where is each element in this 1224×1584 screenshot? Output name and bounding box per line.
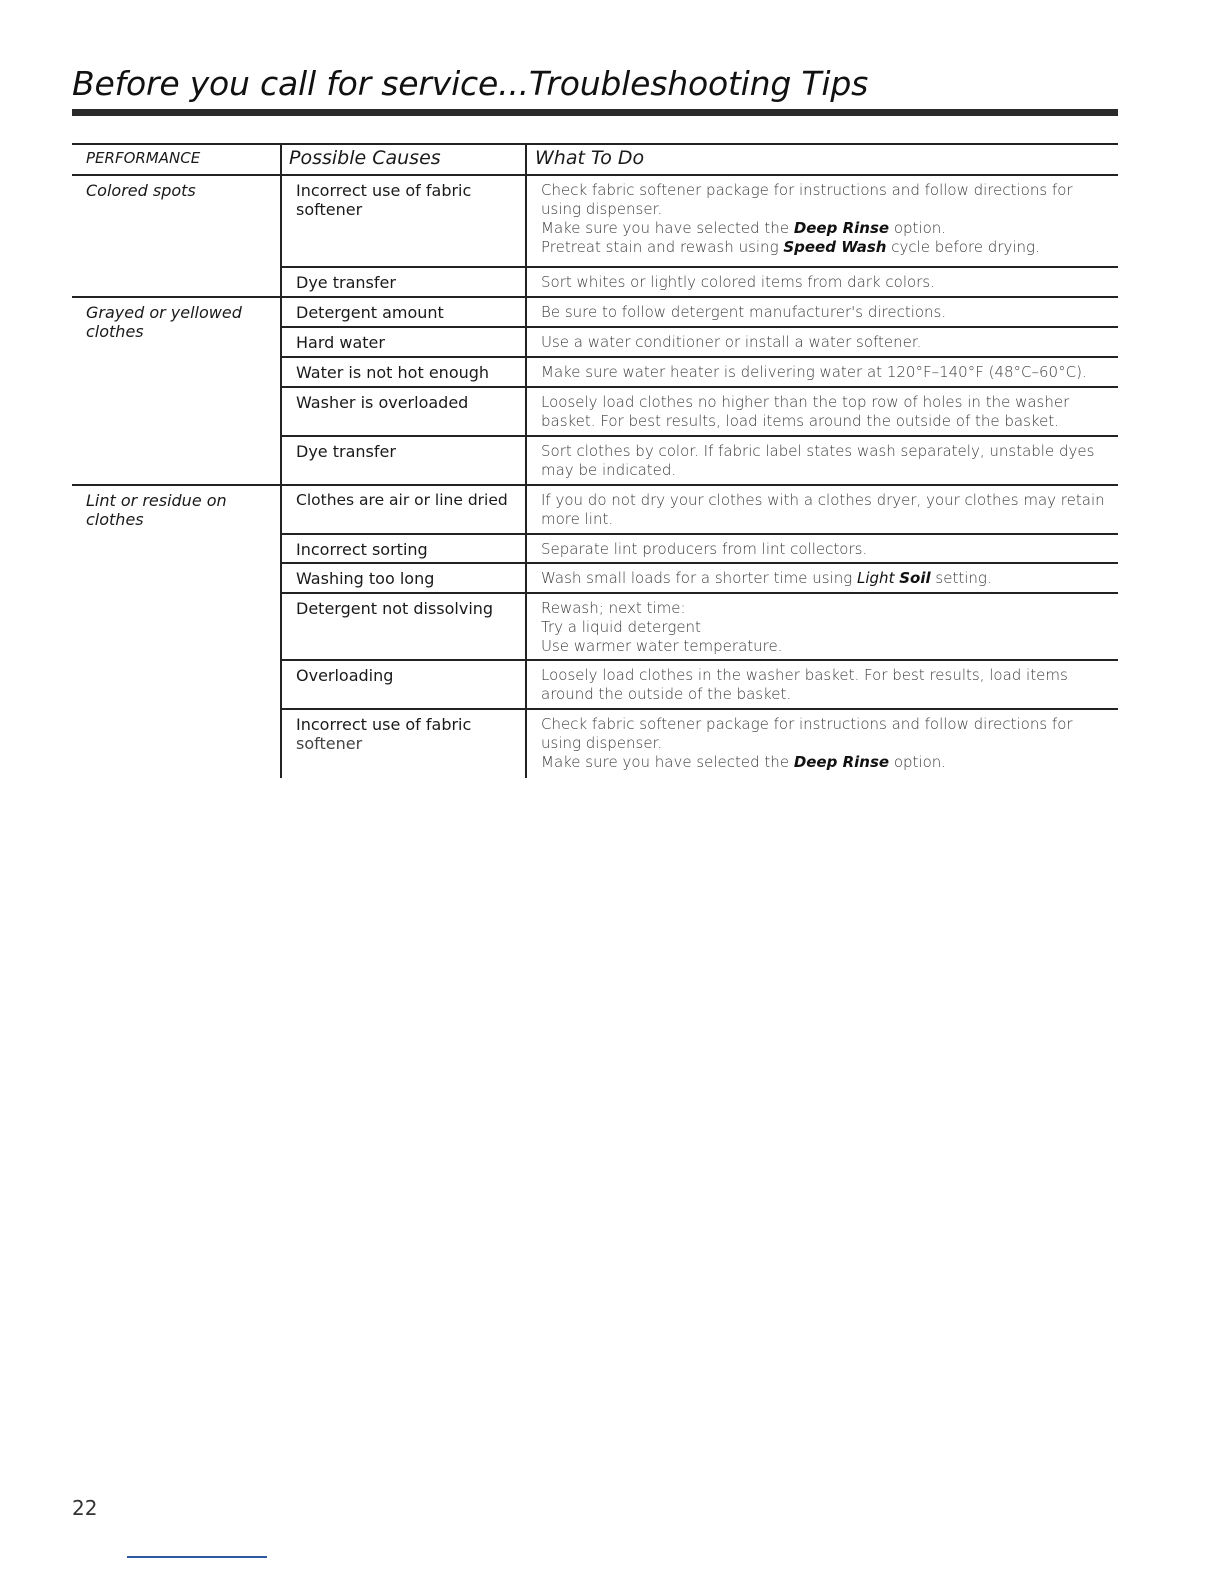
todo-cell — [541, 715, 1111, 772]
todo-line — [541, 219, 1111, 238]
cause-cell: Hard water — [296, 333, 385, 352]
row-divider — [280, 326, 1118, 328]
todo-cell: Be sure to follow detergent manufacturer's directions. — [541, 303, 947, 321]
cause-cell: Overloading — [296, 666, 394, 685]
cause-cell: Detergent amount — [296, 303, 444, 322]
cause-cell: Incorrect sorting — [296, 540, 428, 559]
todo-cell: Make sure water heater is delivering water at 120°F–140°F (48°C–60°C). — [541, 363, 1087, 381]
todo-cell: Loosely load clothes no higher than the top row of holes in the washer basket. For best results, load items around the outside of the basket. — [541, 393, 1070, 430]
todo-line: Check fabric softener package for instructions and follow directions for using dispenser. — [541, 715, 1073, 752]
todo-cell: Loosely load clothes in the washer basket. For best results, load items around the outside of the basket. — [541, 666, 1068, 703]
row-divider — [280, 708, 1118, 710]
problem-divider — [72, 296, 280, 298]
option-deep-rinse: Deep Rinse — [793, 219, 890, 237]
todo-text: setting. — [930, 569, 992, 587]
cause-sub: softener — [296, 734, 363, 753]
option-deep-rinse: Deep Rinse — [793, 753, 890, 771]
todo-line: Check fabric softener package for instructions and follow directions for using dispenser. — [541, 181, 1073, 218]
todo-text: cycle before drying. — [886, 238, 1040, 256]
todo-cell: Use a water conditioner or install a water softener. — [541, 333, 922, 351]
column-divider-1 — [280, 143, 282, 778]
row-divider — [280, 266, 1118, 268]
todo-cell — [541, 181, 1111, 257]
todo-line — [541, 238, 1111, 257]
todo-text: option. — [889, 219, 947, 237]
problem-divider — [72, 484, 280, 486]
todo-text: Wash small loads for a shorter time using — [541, 569, 858, 587]
todo-cell — [541, 569, 1111, 588]
cause-cell: Detergent not dissolving — [296, 599, 494, 618]
cause-cell: Dye transfer — [296, 442, 396, 461]
row-divider — [280, 386, 1118, 388]
header-what-to-do: What To Do — [535, 147, 645, 169]
cause-cell: Water is not hot enough — [296, 363, 490, 382]
row-divider — [280, 296, 1118, 298]
page-title: Before you call for service...Troubleshooting Tips — [72, 64, 869, 103]
cause-cell: Clothes are air or line dried — [296, 491, 508, 509]
todo-cell: Sort whites or lightly colored items from dark colors. — [541, 273, 935, 291]
todo-line: Try a liquid detergent — [541, 618, 701, 636]
row-divider — [280, 484, 1118, 486]
row-divider — [280, 659, 1118, 661]
todo-line — [541, 753, 1111, 772]
setting-soil: Soil — [899, 569, 931, 587]
todo-text: option. — [889, 753, 947, 771]
problem-lint-residue: Lint or residue on clothes — [86, 491, 227, 529]
setting-light: Light — [857, 569, 895, 587]
cause-cell — [296, 715, 516, 753]
todo-cell: If you do not dry your clothes with a clothes dryer, your clothes may retain more lint. — [541, 491, 1105, 528]
todo-text: Pretreat stain and rewash using — [541, 238, 784, 256]
todo-line: Rewash; next time: — [541, 599, 686, 617]
row-divider — [280, 435, 1118, 437]
row-divider — [280, 356, 1118, 358]
todo-cell: Separate lint producers from lint collectors. — [541, 540, 868, 558]
header-performance: PERFORMANCE — [86, 149, 201, 167]
row-divider — [280, 562, 1118, 564]
cause-cell: Dye transfer — [296, 273, 396, 292]
header-possible-causes: Possible Causes — [289, 147, 441, 169]
cause-cell: Incorrect use of fabric softener — [296, 181, 472, 219]
cause-main: Incorrect use of fabric — [296, 715, 472, 734]
table-top-rule — [72, 143, 1118, 145]
todo-line: Use warmer water temperature. — [541, 637, 783, 655]
cycle-speed-wash: Speed Wash — [783, 238, 887, 256]
page-number: 22 — [72, 1496, 98, 1520]
problem-grayed-yellowed: Grayed or yellowed clothes — [86, 303, 242, 341]
todo-cell: Sort clothes by color. If fabric label states wash separately, unstable dyes may be indicated. — [541, 442, 1095, 479]
footer-rule — [127, 1556, 267, 1558]
row-divider — [280, 592, 1118, 594]
column-divider-2 — [525, 143, 527, 778]
todo-text: Make sure you have selected the — [541, 219, 794, 237]
cause-cell: Washer is overloaded — [296, 393, 469, 412]
todo-cell — [541, 599, 1111, 656]
title-underline — [72, 109, 1118, 116]
row-divider — [280, 533, 1118, 535]
todo-text: Make sure you have selected the — [541, 753, 794, 771]
header-bottom-rule — [72, 174, 1118, 176]
cause-cell: Washing too long — [296, 569, 435, 588]
problem-colored-spots: Colored spots — [86, 181, 196, 200]
